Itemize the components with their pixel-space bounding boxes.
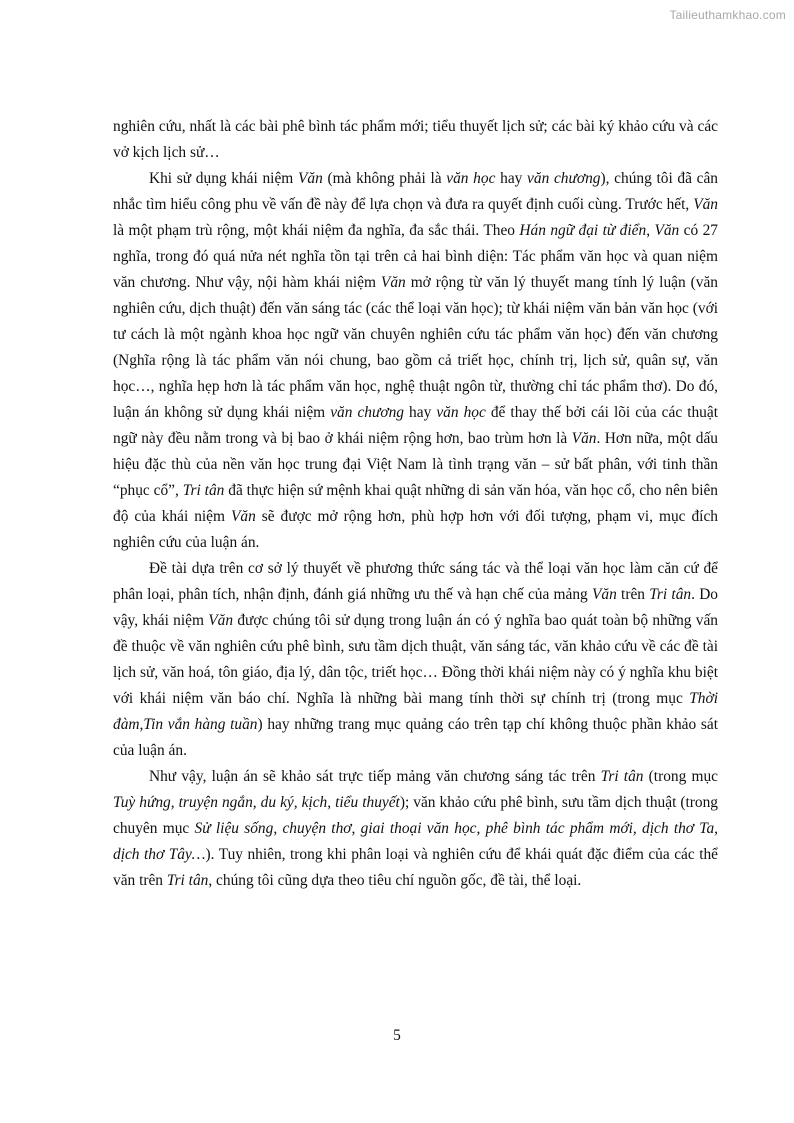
italic-term: Tri tân: [182, 482, 225, 499]
text-run: hay: [404, 404, 437, 421]
text-run: (trong mục: [643, 768, 718, 785]
text-run: có 27 nghĩa, trong đó quá nửa nét nghĩa tồn tại trên cả hai bình diện: Tác phẩm văn học và quan niệm văn chương. Như vậy, nội hàm khái niệm: [113, 222, 718, 291]
italic-term: văn chương: [527, 170, 601, 187]
italic-term: Tri tân: [600, 768, 644, 785]
italic-term: Văn: [693, 196, 718, 213]
italic-term: văn học: [436, 404, 486, 421]
italic-term: Văn: [297, 170, 323, 187]
text-run: , chúng tôi cũng dựa theo tiêu chí nguồn gốc, đề tài, thể loại.: [208, 872, 582, 889]
italic-term: Hán ngữ đại từ điển: [519, 222, 647, 239]
italic-term: Văn: [592, 586, 617, 603]
text-run: để thay thế bởi cái lõi của các thuật ngữ này đều nằm trong và bị bao ở khái niệm rộng hơn, bao trùm hơn là: [113, 404, 718, 447]
text-run: được chúng tôi sử dụng trong luận án có ý nghĩa bao quát toàn bộ những vấn đề thuộc về văn nghiên cứu phê bình, sưu tầm dịch thuật, văn sáng tác, văn khảo cứu về các đề tài lịch sử, văn hoá, tôn giáo, địa lý, dân tộc, triết học… Đồng thời khái niệm này có ý nghĩa khu biệt với khái niệm văn báo chí. Nghĩa là những bài mang tính thời sự chính trị (trong mục: [113, 612, 718, 707]
body-text: [113, 114, 718, 894]
italic-term: Thời đàm,Tin vắn hàng tuần: [113, 690, 718, 733]
text-run: ,: [646, 222, 655, 239]
text-run: . Hơn nữa, một dấu hiệu đặc thù của nền văn học trung đại Việt Nam là tình trạng văn – sử bất phân, với tinh thần “phục cổ”,: [113, 430, 718, 499]
text-run: ); văn khảo cứu phê bình, sưu tầm dịch thuật (trong chuyên mục: [113, 794, 718, 837]
paragraph: [113, 114, 718, 166]
text-run: . Do vậy, khái niệm: [113, 586, 719, 629]
text-run: ), chúng tôi đã cân nhắc tìm hiểu công phu về vấn đề này để lựa chọn và đưa ra quyết định cuối cùng. Trước hết,: [113, 170, 719, 213]
text-run: ) hay những trang mục quảng cáo trên tạp chí không thuộc phần khảo sát của luận án.: [113, 716, 718, 759]
text-run: Đề tài dựa trên cơ sở lý thuyết về phương thức sáng tác và thể loại văn học làm căn cứ để phân loại, phân tích, nhận định, đánh giá những ưu thế và hạn chế của mảng: [113, 560, 718, 603]
italic-term: Tri tân: [166, 872, 209, 889]
paragraph: [113, 166, 718, 556]
italic-term: Tri tân: [649, 586, 692, 603]
text-run: Như vậy, luận án sẽ khảo sát trực tiếp mảng văn chương sáng tác trên: [149, 768, 601, 785]
text-run: nghiên cứu, nhất là các bài phê bình tác phẩm mới; tiểu thuyết lịch sử; các bài ký khảo cứu và các vở kịch lịch sử…: [113, 118, 718, 161]
watermark: Tailieuthamkhao.com: [669, 8, 786, 22]
text-run: là một phạm trù rộng, một khái niệm đa nghĩa, đa sắc thái. Theo: [113, 222, 520, 239]
page-number: 5: [393, 1027, 401, 1044]
text-run: sẽ được mở rộng hơn, phù hợp hơn với đối tượng, phạm vi, mục đích nghiên cứu của luận án.: [113, 508, 718, 551]
text-run: (mà không phải là: [322, 170, 447, 187]
italic-term: Văn: [208, 612, 234, 629]
paragraph: [113, 556, 718, 764]
italic-term: Văn: [380, 274, 406, 291]
italic-term: Văn: [230, 508, 256, 525]
text-run: Khi sử dụng khái niệm: [149, 170, 298, 187]
text-run: đã thực hiện sứ mệnh khai quật những di sản văn hóa, văn học cổ, cho nên biên độ của khái niệm: [113, 482, 719, 525]
italic-term: văn học: [446, 170, 496, 187]
text-run: hay: [495, 170, 528, 187]
text-run: trên: [616, 586, 650, 603]
italic-term: văn chương: [330, 404, 404, 421]
paragraph: [113, 764, 718, 894]
text-run: ). Tuy nhiên, trong khi phân loại và nghiên cứu để khái quát đặc điểm của các thể văn trên: [113, 846, 719, 889]
italic-term: Văn: [571, 430, 597, 447]
italic-term: Sử liệu sống, chuyện thơ, giai thoại văn học, phê bình tác phẩm mới, dịch thơ Ta, dịch thơ Tây…: [113, 820, 718, 863]
text-run: mở rộng từ văn lý thuyết mang tính lý luận (văn nghiên cứu, dịch thuật) đến văn sáng tác (các thể loại văn học); từ khái niệm văn bản văn học (với tư cách là một ngành khoa học ngữ văn chuyên nghiên cứu tác phẩm văn học) đến văn chương (Nghĩa rộng là tác phẩm văn nói chung, bao gồm cả triết học, chính trị, lịch sử, quân sự, văn học…, nghĩa hẹp hơn là tác phẩm văn học, nghệ thuật ngôn từ, thường chỉ tác phẩm thơ). Do đó, luận án không sử dụng khái niệm: [113, 274, 718, 421]
italic-term: Tuỳ hứng, truyện ngắn, du ký, kịch, tiểu thuyết: [113, 794, 400, 811]
italic-term: Văn: [654, 222, 680, 239]
